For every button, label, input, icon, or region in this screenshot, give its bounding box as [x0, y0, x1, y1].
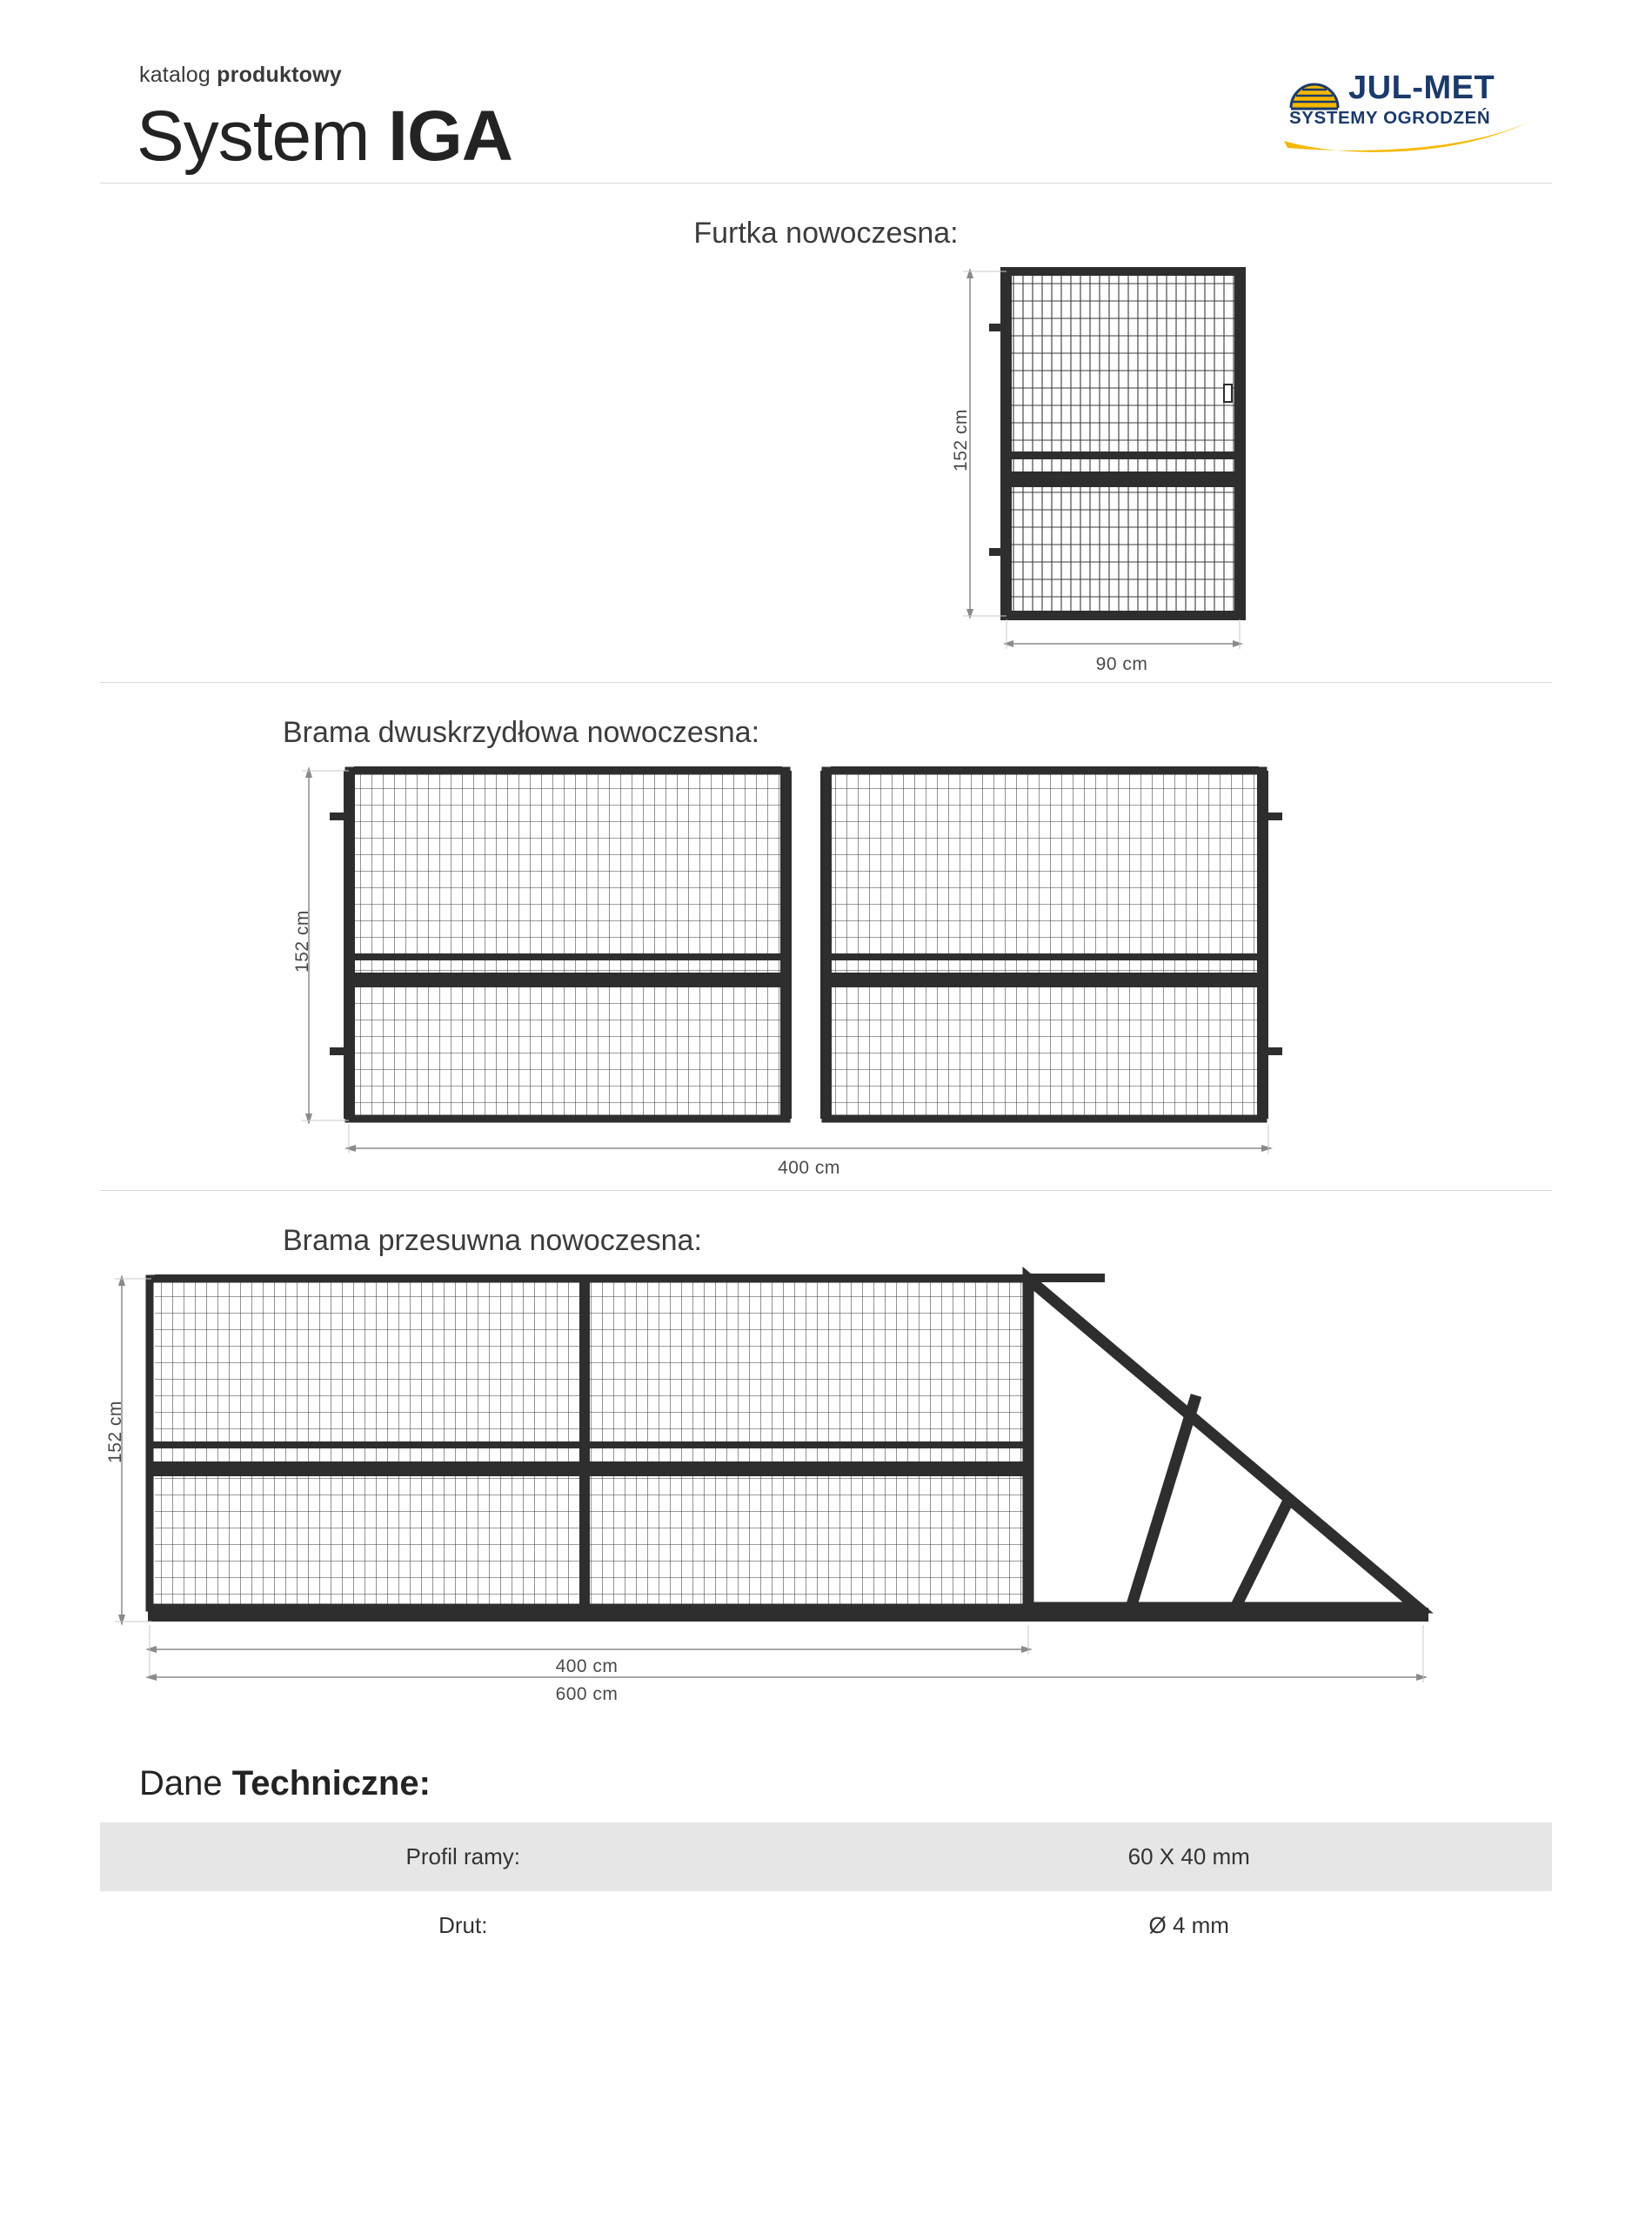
brama-przesuwna-height-dimension: 152 cm — [104, 1401, 125, 1463]
tech-row-key: Drut: — [438, 1912, 488, 1938]
section-technical-data — [100, 1724, 1552, 1960]
kicker-plain: katalog — [139, 63, 217, 87]
catalog-kicker — [139, 63, 342, 88]
table-row — [100, 1822, 1552, 1891]
brama-dwuskrzydlowa-width-dimension: 400 cm — [778, 1158, 840, 1178]
furtka-height-dimension: 152 cm — [950, 409, 971, 471]
logo-company-name: JUL-MET — [1348, 70, 1495, 106]
sun-arch-icon — [1287, 73, 1341, 111]
figure-furtka — [283, 256, 1370, 682]
kicker-bold: produktowy — [217, 63, 342, 87]
section-brama-dwuskrzydlowa — [100, 683, 1552, 1190]
title-light: System — [137, 97, 389, 176]
tech-row-value: Ø 4 mm — [1148, 1912, 1229, 1938]
section-title-brama-przesuwna: Brama przesuwna nowoczesna: — [283, 1224, 702, 1257]
page-header — [100, 0, 1552, 183]
tech-heading-bold: Techniczne: — [231, 1764, 431, 1802]
table-row — [100, 1891, 1552, 1960]
figure-brama-dwuskrzydlowa — [100, 755, 1544, 1190]
section-title-furtka: Furtka nowoczesna: — [693, 217, 959, 250]
brama-przesuwna-drawing — [104, 1263, 1548, 1724]
figure-brama-przesuwna — [104, 1263, 1548, 1724]
section-furtka — [100, 184, 1552, 682]
technical-data-heading — [100, 1724, 1552, 1822]
section-brama-przesuwna — [100, 1191, 1552, 1724]
furtka-drawing — [283, 256, 1370, 682]
title-bold: IGA — [388, 97, 512, 176]
brama-dwuskrzydlowa-height-dimension: 152 cm — [292, 910, 312, 973]
tech-row-value: 60 X 40 mm — [1127, 1843, 1250, 1869]
technical-data-table — [100, 1822, 1552, 1960]
furtka-width-dimension: 90 cm — [1095, 654, 1148, 674]
swoosh-icon — [1282, 118, 1535, 158]
tech-heading-light: Dane — [139, 1764, 232, 1802]
brama-dwuskrzydlowa-drawing — [100, 755, 1544, 1190]
tech-row-key: Profil ramy: — [405, 1843, 520, 1869]
page-title — [137, 96, 512, 177]
brama-przesuwna-total-width-dimension: 600 cm — [555, 1684, 619, 1704]
brama-przesuwna-width-dimension: 400 cm — [555, 1656, 619, 1676]
logo-tagline: SYSTEMY OGRODZEŃ — [1289, 108, 1491, 128]
company-logo — [1282, 68, 1535, 155]
section-title-brama-dwuskrzydlowa: Brama dwuskrzydłowa nowoczesna: — [283, 716, 760, 749]
